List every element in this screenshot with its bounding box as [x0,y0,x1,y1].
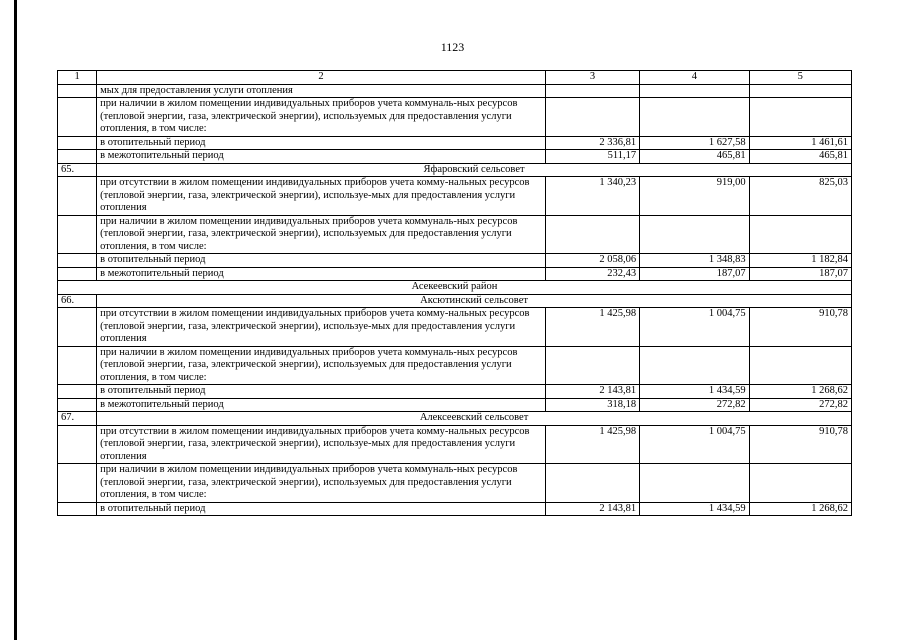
value-col-5: 272,82 [749,398,851,412]
section-title: Асекеевский район [58,281,852,295]
value-col-4: 919,00 [640,177,749,216]
row-description: при отсутствии в жилом помещении индивидуальных приборов учета комму-нальных ресурсов (тепловой энергии, газа, электрической энергии), используе-мых для предоставления услуги отопления [97,425,546,464]
row-number [58,215,97,254]
table-row [58,502,852,516]
table-row [58,254,852,268]
municipality-name: Яфаровский сельсовет [97,163,852,177]
page-number: 1123 [440,40,465,54]
column-header-1: 1 [58,71,97,85]
row-number: 66. [58,294,97,308]
table-header-row [58,71,852,85]
table-row [58,267,852,281]
value-col-5: 187,07 [749,267,851,281]
row-number [58,267,97,281]
row-number [58,150,97,164]
value-col-3: 2 058,06 [545,254,639,268]
value-col-4 [640,346,749,385]
value-col-4: 1 348,83 [640,254,749,268]
value-col-3 [545,346,639,385]
value-col-5: 1 182,84 [749,254,851,268]
row-description: в отопительный период [97,502,546,516]
municipality-row [58,163,852,177]
municipality-row [58,412,852,426]
value-col-5: 465,81 [749,150,851,164]
value-col-5 [749,215,851,254]
row-number [58,84,97,98]
table-body [58,71,852,516]
tariff-table [57,70,852,516]
row-number [58,177,97,216]
row-description: в межотопительный период [97,398,546,412]
municipality-row [58,294,852,308]
municipality-name: Аксютинский сельсовет [97,294,852,308]
table-row [58,215,852,254]
table-row [58,308,852,347]
row-description: при наличии в жилом помещении индивидуальных приборов учета коммуналь-ных ресурсов (тепловой энергии, газа, электрической энергии), используемых для предоставления услуги отопления, в том числе: [97,464,546,503]
value-col-4 [640,84,749,98]
row-description: при отсутствии в жилом помещении индивидуальных приборов учета комму-нальных ресурсов (тепловой энергии, газа, электрической энергии), используе-мых для предоставления услуги отопления [97,308,546,347]
value-col-4: 1 434,59 [640,385,749,399]
value-col-4: 187,07 [640,267,749,281]
row-description: мых для предоставления услуги отопления [97,84,546,98]
value-col-4 [640,215,749,254]
row-number: 67. [58,412,97,426]
value-col-3: 232,43 [545,267,639,281]
value-col-5: 1 268,62 [749,385,851,399]
row-number [58,425,97,464]
value-col-3: 511,17 [545,150,639,164]
value-col-5 [749,346,851,385]
table-row [58,150,852,164]
table-row [58,385,852,399]
value-col-3 [545,84,639,98]
row-description: в межотопительный период [97,150,546,164]
value-col-3: 2 143,81 [545,502,639,516]
table-row [58,84,852,98]
value-col-5: 825,03 [749,177,851,216]
value-col-3: 2 336,81 [545,136,639,150]
value-col-4: 1 627,58 [640,136,749,150]
table-row [58,177,852,216]
value-col-5 [749,84,851,98]
table-row [58,464,852,503]
row-description: в отопительный период [97,385,546,399]
value-col-3: 318,18 [545,398,639,412]
value-col-3: 1 340,23 [545,177,639,216]
value-col-5: 1 461,61 [749,136,851,150]
row-number [58,346,97,385]
row-number [58,385,97,399]
column-header-4: 4 [640,71,749,85]
value-col-3: 1 425,98 [545,308,639,347]
value-col-5: 1 268,62 [749,502,851,516]
row-description: в отопительный период [97,136,546,150]
value-col-5 [749,98,851,137]
value-col-4: 1 004,75 [640,308,749,347]
row-description: при наличии в жилом помещении индивидуальных приборов учета коммуналь-ных ресурсов (тепловой энергии, газа, электрической энергии), используемых для предоставления услуги отопления, в том числе: [97,98,546,137]
value-col-4 [640,98,749,137]
row-description: в отопительный период [97,254,546,268]
row-number [58,136,97,150]
table-row [58,398,852,412]
row-number [58,502,97,516]
table-row [58,425,852,464]
row-number [58,398,97,412]
value-col-3: 1 425,98 [545,425,639,464]
row-number [58,254,97,268]
section-row [58,281,852,295]
municipality-name: Алексеевский сельсовет [97,412,852,426]
value-col-4: 272,82 [640,398,749,412]
row-number [58,308,97,347]
row-description: при наличии в жилом помещении индивидуальных приборов учета коммуналь-ных ресурсов (тепловой энергии, газа, электрической энергии), используемых для предоставления услуги отопления, в том числе: [97,215,546,254]
value-col-4 [640,464,749,503]
row-description: при отсутствии в жилом помещении индивидуальных приборов учета комму-нальных ресурсов (тепловой энергии, газа, электрической энергии), используе-мых для предоставления услуги отопления [97,177,546,216]
row-description: при наличии в жилом помещении индивидуальных приборов учета коммуналь-ных ресурсов (тепловой энергии, газа, электрической энергии), используемых для предоставления услуги отопления, в том числе: [97,346,546,385]
page-edge-bar [14,0,17,640]
value-col-5: 910,78 [749,308,851,347]
value-col-4: 465,81 [640,150,749,164]
value-col-5: 910,78 [749,425,851,464]
table-row [58,136,852,150]
column-header-5: 5 [749,71,851,85]
value-col-5 [749,464,851,503]
column-header-3: 3 [545,71,639,85]
value-col-3: 2 143,81 [545,385,639,399]
row-number [58,98,97,137]
row-number: 65. [58,163,97,177]
value-col-4: 1 434,59 [640,502,749,516]
value-col-3 [545,464,639,503]
value-col-4: 1 004,75 [640,425,749,464]
row-number [58,464,97,503]
value-col-3 [545,215,639,254]
row-description: в межотопительный период [97,267,546,281]
table-row [58,346,852,385]
value-col-3 [545,98,639,137]
column-header-2: 2 [97,71,546,85]
table-row [58,98,852,137]
